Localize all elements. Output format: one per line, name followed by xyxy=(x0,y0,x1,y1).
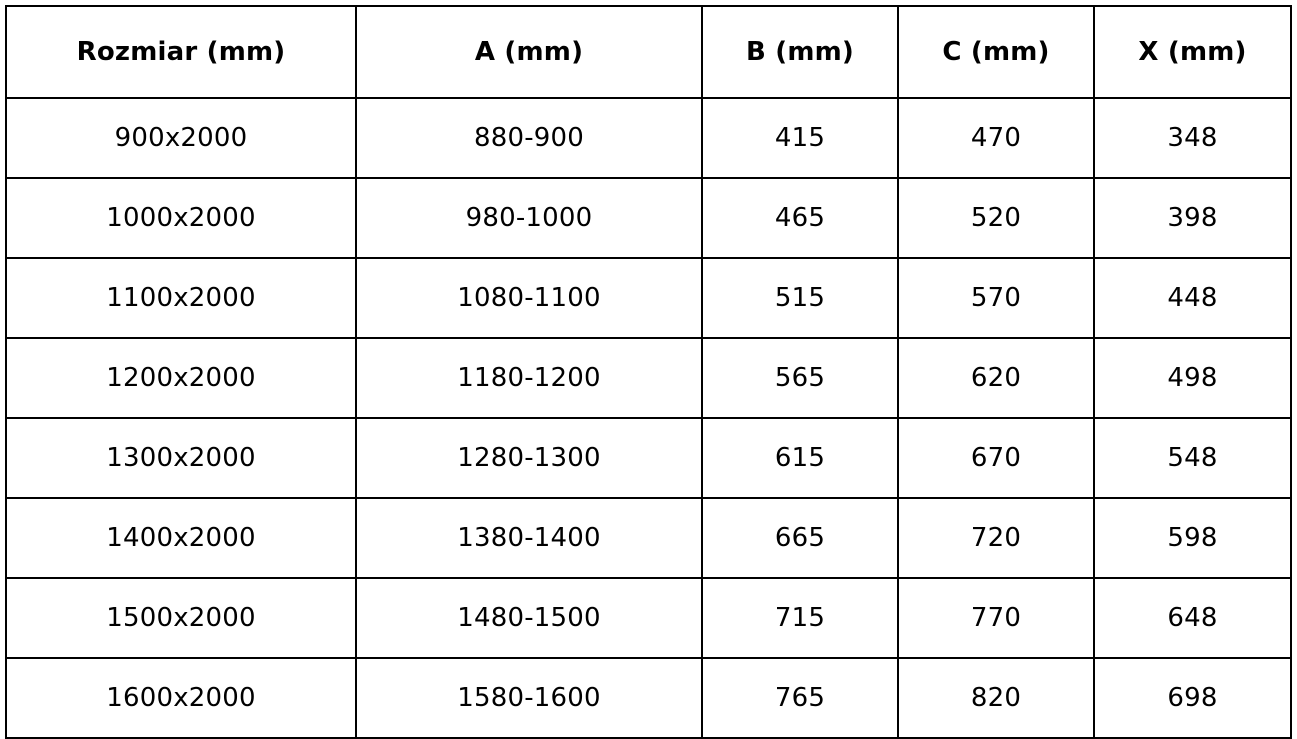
cell-x: 448 xyxy=(1094,258,1291,338)
column-header-rozmiar: Rozmiar (mm) xyxy=(6,6,356,98)
table-row xyxy=(6,498,1291,578)
cell-c: 570 xyxy=(898,258,1094,338)
cell-size: 1100x2000 xyxy=(6,258,356,338)
cell-a: 1280-1300 xyxy=(356,418,702,498)
column-header-x: X (mm) xyxy=(1094,6,1291,98)
table-row xyxy=(6,98,1291,178)
cell-size: 1600x2000 xyxy=(6,658,356,738)
column-header-b: B (mm) xyxy=(702,6,898,98)
cell-a: 880-900 xyxy=(356,98,702,178)
spec-table-page xyxy=(0,5,1297,724)
cell-b: 465 xyxy=(702,178,898,258)
cell-c: 520 xyxy=(898,178,1094,258)
dimensions-table xyxy=(5,5,1292,739)
cell-c: 720 xyxy=(898,498,1094,578)
cell-size: 1300x2000 xyxy=(6,418,356,498)
cell-x: 548 xyxy=(1094,418,1291,498)
cell-a: 1480-1500 xyxy=(356,578,702,658)
cell-b: 665 xyxy=(702,498,898,578)
cell-c: 820 xyxy=(898,658,1094,738)
cell-c: 770 xyxy=(898,578,1094,658)
cell-size: 1400x2000 xyxy=(6,498,356,578)
cell-x: 598 xyxy=(1094,498,1291,578)
table-row xyxy=(6,578,1291,658)
cell-b: 715 xyxy=(702,578,898,658)
cell-a: 1180-1200 xyxy=(356,338,702,418)
cell-size: 1500x2000 xyxy=(6,578,356,658)
cell-c: 470 xyxy=(898,98,1094,178)
cell-x: 498 xyxy=(1094,338,1291,418)
cell-size: 1200x2000 xyxy=(6,338,356,418)
table-row xyxy=(6,178,1291,258)
cell-b: 515 xyxy=(702,258,898,338)
table-row xyxy=(6,258,1291,338)
cell-b: 765 xyxy=(702,658,898,738)
table-row xyxy=(6,418,1291,498)
cell-x: 698 xyxy=(1094,658,1291,738)
column-header-a: A (mm) xyxy=(356,6,702,98)
table-row xyxy=(6,658,1291,738)
column-header-c: C (mm) xyxy=(898,6,1094,98)
cell-x: 648 xyxy=(1094,578,1291,658)
cell-a: 980-1000 xyxy=(356,178,702,258)
cell-b: 615 xyxy=(702,418,898,498)
cell-b: 415 xyxy=(702,98,898,178)
cell-b: 565 xyxy=(702,338,898,418)
cell-x: 398 xyxy=(1094,178,1291,258)
table-header-row xyxy=(6,6,1291,98)
cell-size: 900x2000 xyxy=(6,98,356,178)
cell-a: 1580-1600 xyxy=(356,658,702,738)
cell-x: 348 xyxy=(1094,98,1291,178)
cell-c: 620 xyxy=(898,338,1094,418)
cell-a: 1380-1400 xyxy=(356,498,702,578)
table-row xyxy=(6,338,1291,418)
cell-c: 670 xyxy=(898,418,1094,498)
cell-a: 1080-1100 xyxy=(356,258,702,338)
cell-size: 1000x2000 xyxy=(6,178,356,258)
